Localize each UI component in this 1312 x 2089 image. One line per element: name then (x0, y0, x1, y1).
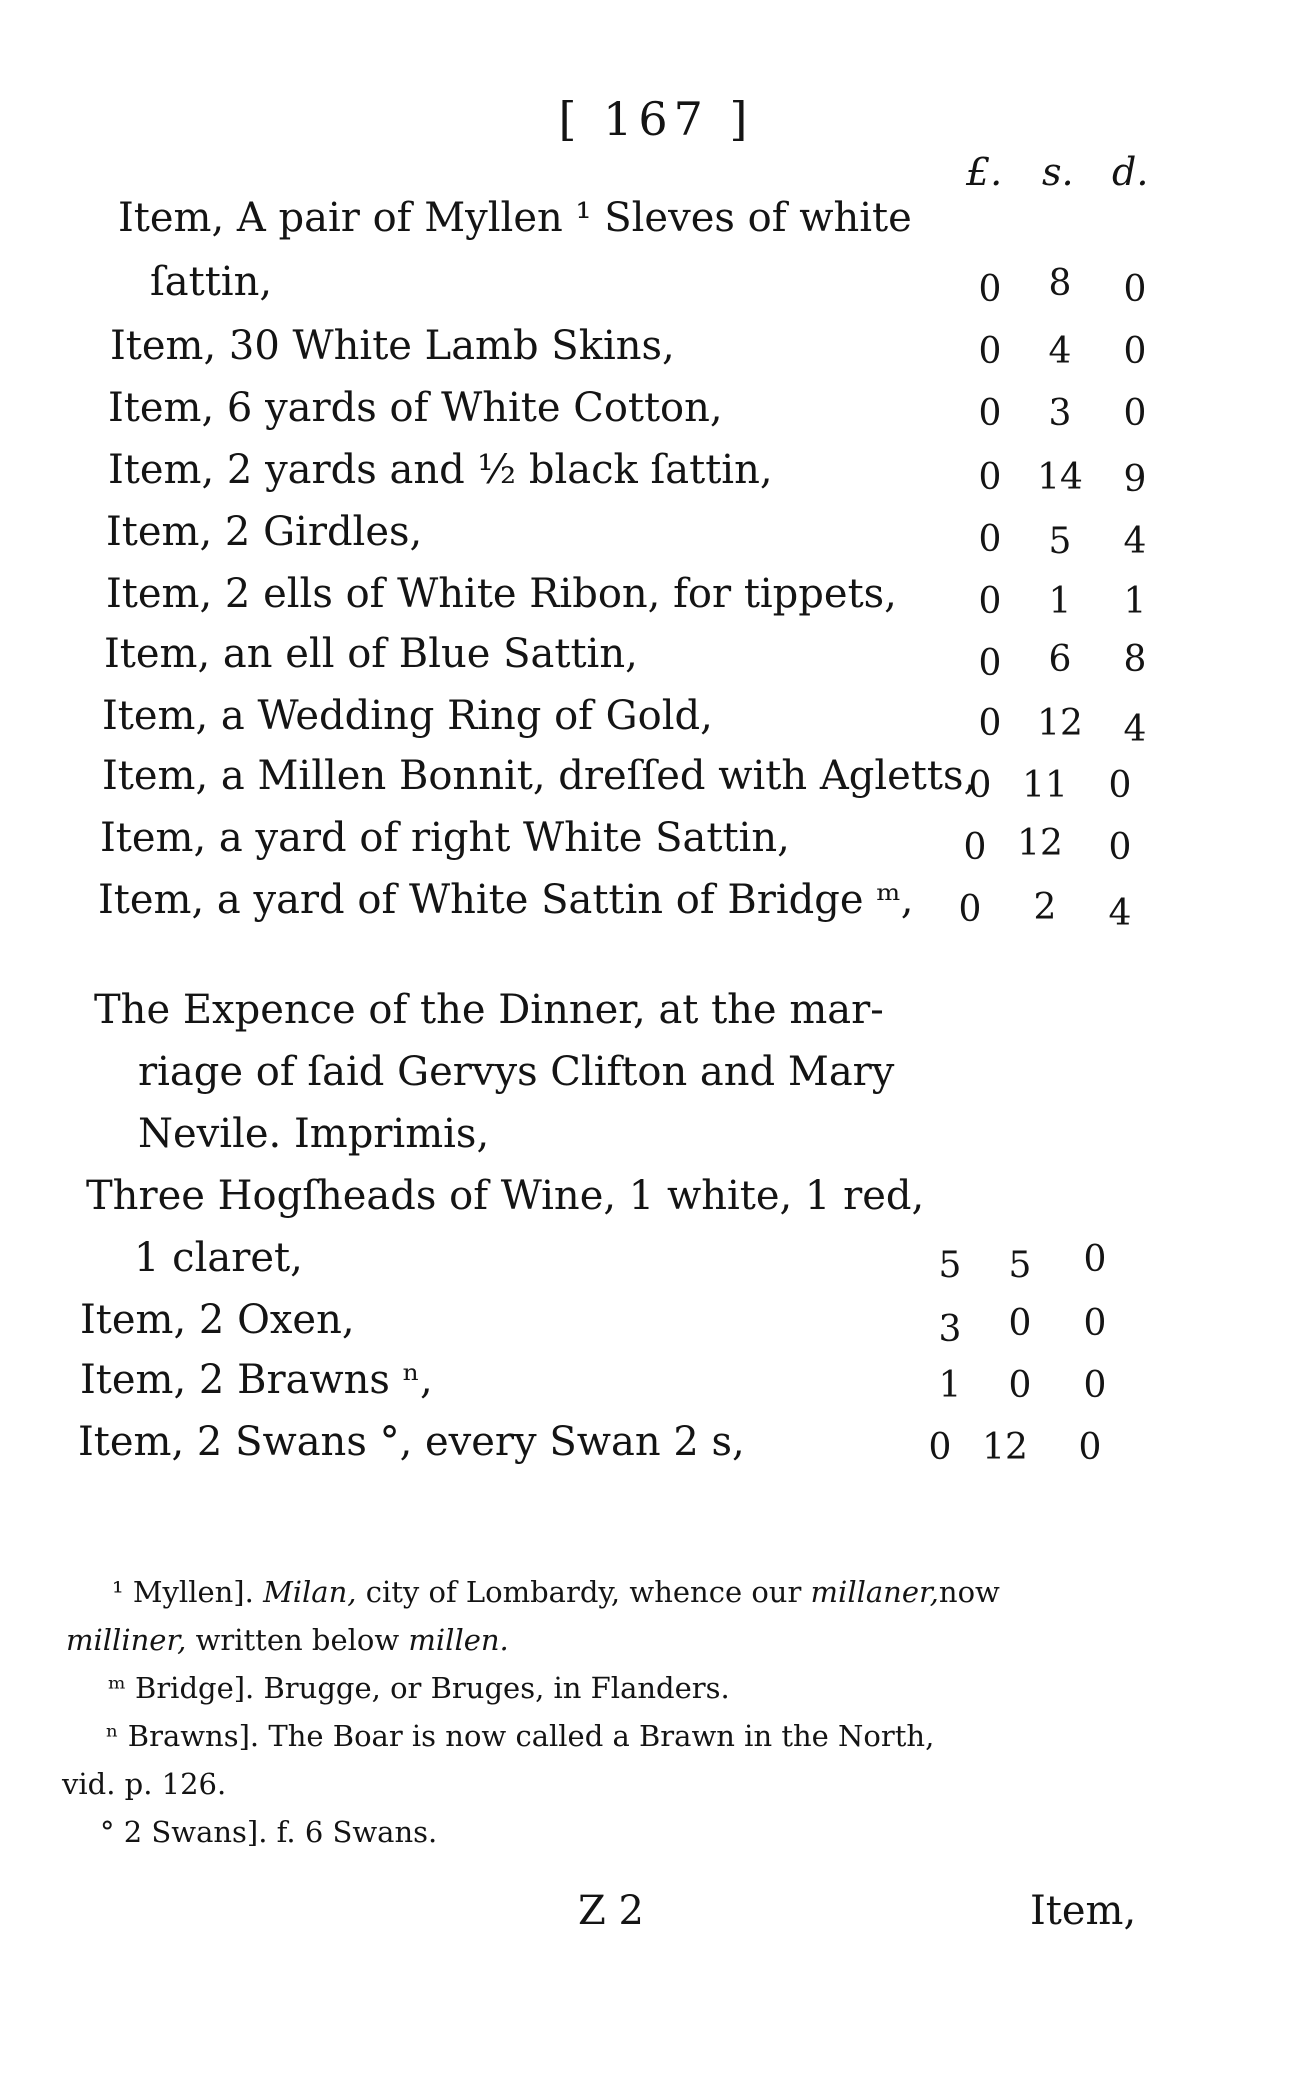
item-line: Item, 30 White Lamb Skins, (110, 323, 675, 369)
pounds-column-head: £. (966, 150, 1003, 194)
amount-pounds: 0 (978, 703, 1002, 744)
footnote-italic: millen. (408, 1623, 509, 1657)
page-number: [ 167 ] (558, 92, 754, 146)
amount-pounds: 0 (978, 643, 1002, 684)
amount-pence: 4 (1123, 709, 1147, 750)
amount-pence: 0 (1083, 1365, 1107, 1406)
item-line: Item, 2 Girdles, (106, 509, 423, 555)
shillings-column-head: s. (1042, 150, 1074, 194)
amount-pence: 0 (1123, 393, 1147, 434)
amount-shillings: 12 (1037, 703, 1083, 744)
amount-shillings: 5 (1008, 1245, 1032, 1286)
amount-shillings: 6 (1048, 639, 1072, 680)
item-line: Item, 2 Brawns ⁿ, (80, 1357, 433, 1403)
amount-pence: 8 (1123, 639, 1147, 680)
amount-pence: 0 (1083, 1239, 1107, 1280)
amount-pounds: 0 (978, 331, 1002, 372)
amount-pence: 4 (1108, 893, 1132, 934)
item-line: Item, a yard of right White Sattin, (100, 815, 790, 861)
pence-column-head: d. (1112, 150, 1149, 194)
amount-pence: 0 (1108, 765, 1132, 806)
amount-pence: 0 (1123, 269, 1147, 310)
footnote-text: city of Lombardy, whence our (365, 1575, 802, 1609)
amount-pence: 0 (1083, 1303, 1107, 1344)
footnote-1-cont (66, 1623, 509, 1657)
item-line: Item, A pair of Myllen ¹ Sleves of white (118, 195, 912, 241)
footnote-ref: ¹ Myllen]. (112, 1575, 254, 1609)
amount-shillings: 14 (1037, 457, 1083, 498)
item-line: Item, a Wedding Ring of Gold, (102, 693, 713, 739)
catchword: Item, (1030, 1888, 1137, 1934)
item-line: Item, an ell of Blue Sattin, (104, 631, 638, 677)
item-line: 1 claret, (134, 1235, 303, 1281)
item-line: Item, 2 ells of White Ribon, for tippets, (106, 571, 897, 617)
amount-shillings: 3 (1048, 393, 1072, 434)
footnote-o: ° 2 Swans]. f. 6 Swans. (100, 1815, 438, 1849)
item-line: Item, 2 Oxen, (80, 1297, 355, 1343)
item-line: Item, 2 Swans °, every Swan 2 s, (78, 1419, 745, 1465)
item-line: Item, 6 yards of White Cotton, (108, 385, 723, 431)
amount-pence: 9 (1123, 459, 1147, 500)
dinner-heading-line: Nevile. Imprimis, (138, 1111, 490, 1157)
amount-pounds: 0 (978, 393, 1002, 434)
amount-pence: 0 (1078, 1427, 1102, 1468)
footnote-n-cont: vid. p. 126. (62, 1767, 227, 1801)
footnote-text: written below (195, 1623, 400, 1657)
amount-pounds: 1 (938, 1365, 962, 1406)
amount-pounds: 0 (978, 269, 1002, 310)
footnote-italic: milliner, (66, 1623, 187, 1657)
footnote-m: ᵐ Bridge]. Brugge, or Bruges, in Flanders. (108, 1671, 730, 1705)
amount-pence: 0 (1108, 827, 1132, 868)
amount-shillings: 12 (982, 1427, 1028, 1468)
amount-pence: 4 (1123, 521, 1147, 562)
amount-pounds: 0 (978, 519, 1002, 560)
footnote-1 (112, 1575, 1000, 1609)
amount-pounds: 3 (938, 1309, 962, 1350)
amount-shillings: 2 (1033, 887, 1057, 928)
item-line: Item, a yard of White Sattin of Bridge ᵐ, (98, 877, 914, 923)
amount-shillings: 0 (1008, 1365, 1032, 1406)
dinner-heading-line: The Expence of the Dinner, at the mar- (94, 987, 884, 1033)
footnote-italic: Milan, (263, 1575, 357, 1609)
footnote-text: now (938, 1575, 1000, 1609)
amount-pence: 0 (1123, 331, 1147, 372)
amount-shillings: 5 (1048, 521, 1072, 562)
amount-pounds: 0 (958, 889, 982, 930)
amount-pounds: 0 (968, 765, 992, 806)
amount-shillings: 1 (1048, 581, 1072, 622)
amount-pounds: 0 (978, 581, 1002, 622)
amount-pounds: 0 (928, 1427, 952, 1468)
amount-shillings: 12 (1017, 823, 1063, 864)
footnote-n: ⁿ Brawns]. The Boar is now called a Brawn in the North, (106, 1719, 935, 1753)
item-line: Item, a Millen Bonnit, dreſſed with Agletts, (102, 753, 977, 799)
amount-shillings: 0 (1008, 1303, 1032, 1344)
amount-pence: 1 (1123, 581, 1147, 622)
amount-shillings: 11 (1022, 765, 1068, 806)
item-line: Item, 2 yards and ½ black ſattin, (108, 447, 773, 493)
item-line: Three Hogſheads of Wine, 1 white, 1 red, (86, 1173, 925, 1219)
signature-mark: Z 2 (578, 1888, 644, 1934)
amount-shillings: 4 (1048, 331, 1072, 372)
item-line: ſattin, (150, 259, 273, 305)
amount-pounds: 0 (978, 457, 1002, 498)
amount-pounds: 5 (938, 1245, 962, 1286)
amount-shillings: 8 (1048, 263, 1072, 304)
dinner-heading-line: riage of ſaid Gervys Clifton and Mary (138, 1049, 895, 1095)
footnote-italic: millaner, (810, 1575, 939, 1609)
amount-pounds: 0 (963, 827, 987, 868)
